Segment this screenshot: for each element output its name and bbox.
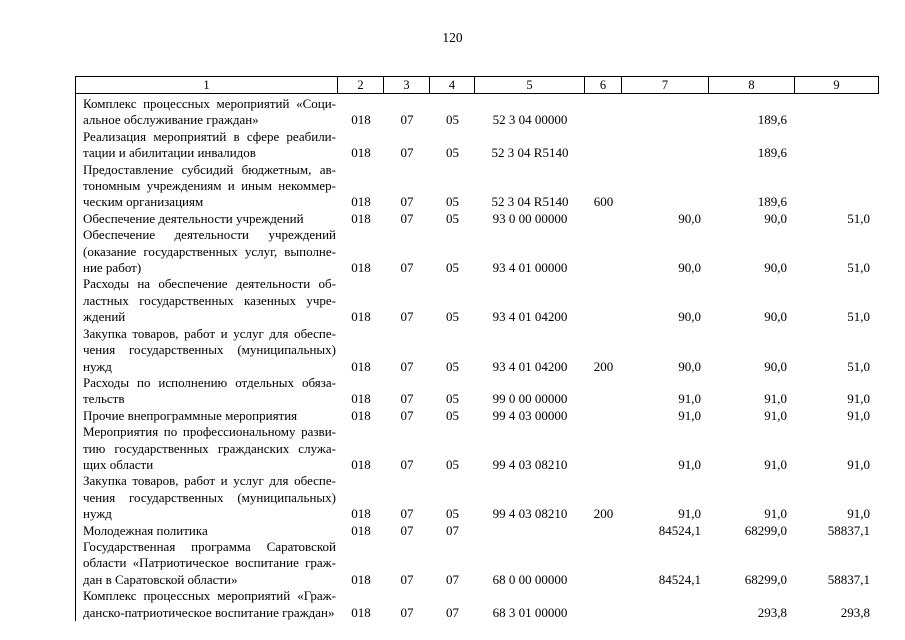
row-description: Обеспечение деятельности учреждений [83, 210, 304, 226]
target-article-cell: 52 3 04 R5140 [491, 145, 569, 161]
amount-cell: 68299,0 [744, 522, 787, 538]
amount-cell: 91,0 [764, 407, 787, 423]
code-cell: 05 [446, 260, 459, 276]
table-row [76, 375, 879, 408]
amount-cell: 90,0 [764, 358, 787, 374]
target-article-cell: 52 3 04 00000 [492, 112, 568, 128]
row-description: Закупка товаров, работ и услуг для обеспечения государственных (муниципальных) нужд [83, 473, 336, 522]
amount-cell: 91,0 [847, 407, 870, 423]
code-cell: 05 [446, 309, 459, 325]
code-cell: 05 [446, 456, 459, 472]
code-cell: 07 [400, 571, 414, 587]
amount-cell: 90,0 [764, 260, 787, 276]
code-cell: 07 [446, 522, 459, 538]
amount-cell: 189,6 [757, 112, 787, 128]
header-cell-col5: 5 [475, 77, 585, 93]
code-cell: 07 [400, 604, 414, 620]
amount-cell: 90,0 [764, 210, 787, 226]
code-cell: 018 [351, 391, 371, 407]
amount-cell: 293,8 [757, 604, 787, 620]
target-article-cell: 99 4 03 08210 [492, 506, 568, 522]
amount-cell: 91,0 [678, 407, 701, 423]
row-description: Расходы на обеспечение деятельности областных государственных казенных учреждений [83, 276, 336, 325]
target-article-cell: 68 3 01 00000 [492, 604, 568, 620]
code-cell: 07 [400, 145, 414, 161]
expense-type-cell: 600 [593, 194, 614, 210]
code-cell: 07 [400, 358, 414, 374]
table-row [76, 96, 879, 129]
amount-cell: 91,0 [764, 456, 787, 472]
table-row [76, 211, 879, 227]
amount-cell: 51,0 [847, 260, 870, 276]
header-cell-col9: 9 [833, 78, 840, 92]
code-cell: 05 [446, 391, 459, 407]
code-cell: 018 [351, 210, 371, 226]
row-description: Мероприятия по профессиональному развитию государственных гражданских служащих области [83, 424, 336, 472]
target-article-cell: 93 0 00 00000 [492, 210, 568, 226]
expense-type-cell: 200 [593, 506, 614, 522]
table-row [76, 588, 879, 621]
code-cell: 05 [446, 210, 459, 226]
amount-cell: 84524,1 [658, 571, 701, 587]
amount-cell: 91,0 [678, 506, 701, 522]
row-description: Предоставление субсидий бюджетным, автономным учреждениям и иным некоммерческим организациям [83, 161, 336, 210]
code-cell: 07 [400, 112, 414, 128]
header-cell-col7: 7 [622, 77, 709, 93]
target-article-cell: 52 3 04 R5140 [491, 194, 569, 210]
table-row [76, 276, 879, 325]
table-row [76, 473, 879, 522]
header-cell-col8: 8 [709, 77, 795, 93]
row-description: Реализация мероприятий в сфере реабилитации и абилитации инвалидов [83, 128, 336, 161]
page-number: 120 [442, 30, 463, 45]
row-description: Комплекс процессных мероприятий «Социальное обслуживание граждан» [83, 96, 336, 128]
code-cell: 018 [351, 571, 371, 587]
header-cell-col1: 1 [76, 77, 338, 93]
code-cell: 018 [351, 309, 371, 325]
row-description: Расходы по исполнению отдельных обязательств [83, 374, 336, 407]
amount-cell: 189,6 [757, 194, 787, 210]
amount-cell: 189,6 [757, 145, 787, 161]
target-article-cell: 93 4 01 00000 [492, 260, 568, 276]
amount-cell: 91,0 [847, 456, 870, 472]
code-cell: 05 [446, 407, 459, 423]
code-cell: 018 [351, 506, 371, 522]
amount-cell: 91,0 [678, 391, 701, 407]
row-description: Прочие внепрограммные мероприятия [83, 407, 298, 423]
code-cell: 07 [400, 456, 414, 472]
row-description: Молодежная политика [83, 522, 208, 538]
amount-cell: 90,0 [678, 309, 701, 325]
code-cell: 05 [446, 112, 459, 128]
code-cell: 07 [400, 194, 414, 210]
code-cell: 07 [400, 210, 414, 226]
code-cell: 07 [400, 407, 414, 423]
code-cell: 07 [400, 506, 414, 522]
amount-cell: 51,0 [847, 358, 870, 374]
amount-cell: 91,0 [847, 506, 870, 522]
header-cell-col4: 4 [430, 77, 475, 93]
amount-cell: 91,0 [847, 391, 870, 407]
header-cell-col6: 6 [585, 77, 622, 93]
code-cell: 018 [351, 112, 371, 128]
code-cell: 018 [351, 522, 371, 538]
code-cell: 018 [351, 358, 371, 374]
amount-cell: 84524,1 [658, 522, 701, 538]
target-article-cell: 68 0 00 00000 [492, 571, 568, 587]
code-cell: 07 [446, 604, 459, 620]
code-cell: 07 [400, 522, 414, 538]
amount-cell: 51,0 [847, 210, 870, 226]
row-description: Обеспечение деятельности учреждений (оказание государственных услуг, выполнение работ) [83, 227, 336, 276]
amount-cell: 91,0 [678, 456, 701, 472]
budget-table [75, 76, 879, 621]
code-cell: 018 [351, 260, 371, 276]
code-cell: 018 [351, 194, 371, 210]
table-row [76, 227, 879, 276]
code-cell: 05 [446, 194, 459, 210]
table-row [76, 424, 879, 473]
row-description: Государственная программа Саратовской области «Патриотическое воспитание граждан в Саратовской области» [83, 538, 336, 587]
amount-cell: 51,0 [847, 309, 870, 325]
table-row [76, 539, 879, 588]
table-row [76, 408, 879, 424]
target-article-cell: 99 4 03 00000 [492, 407, 568, 423]
table-body [75, 94, 879, 621]
code-cell: 07 [400, 391, 414, 407]
amount-cell: 58837,1 [827, 522, 870, 538]
table-row [76, 129, 879, 162]
target-article-cell: 93 4 01 04200 [492, 358, 568, 374]
header-cell-col2: 2 [338, 77, 384, 93]
amount-cell: 90,0 [678, 358, 701, 374]
target-article-cell: 93 4 01 04200 [492, 309, 568, 325]
code-cell: 018 [351, 407, 371, 423]
amount-cell: 91,0 [764, 391, 787, 407]
amount-cell: 58837,1 [827, 571, 870, 587]
row-description: Комплекс процессных мероприятий «Гражданско-патриотическое воспитание граждан» [83, 588, 336, 620]
expense-type-cell: 200 [593, 358, 614, 374]
table-row [76, 162, 879, 211]
code-cell: 07 [400, 260, 414, 276]
code-cell: 07 [446, 571, 459, 587]
amount-cell: 91,0 [764, 506, 787, 522]
target-article-cell: 99 4 03 08210 [492, 456, 568, 472]
amount-cell: 293,8 [840, 604, 870, 620]
code-cell: 05 [446, 358, 459, 374]
header-cell-col3: 3 [384, 77, 430, 93]
table-header-row [75, 76, 879, 94]
table-row [76, 523, 879, 539]
amount-cell: 90,0 [678, 260, 701, 276]
code-cell: 018 [351, 145, 371, 161]
amount-cell: 68299,0 [744, 571, 787, 587]
table-row [76, 326, 879, 375]
code-cell: 018 [351, 604, 371, 620]
amount-cell: 90,0 [678, 210, 701, 226]
row-description: Закупка товаров, работ и услуг для обеспечения государственных (муниципальных) нужд [83, 325, 336, 374]
code-cell: 05 [446, 145, 459, 161]
target-article-cell: 99 0 00 00000 [492, 391, 568, 407]
code-cell: 05 [446, 506, 459, 522]
code-cell: 07 [400, 309, 414, 325]
code-cell: 018 [351, 456, 371, 472]
amount-cell: 90,0 [764, 309, 787, 325]
